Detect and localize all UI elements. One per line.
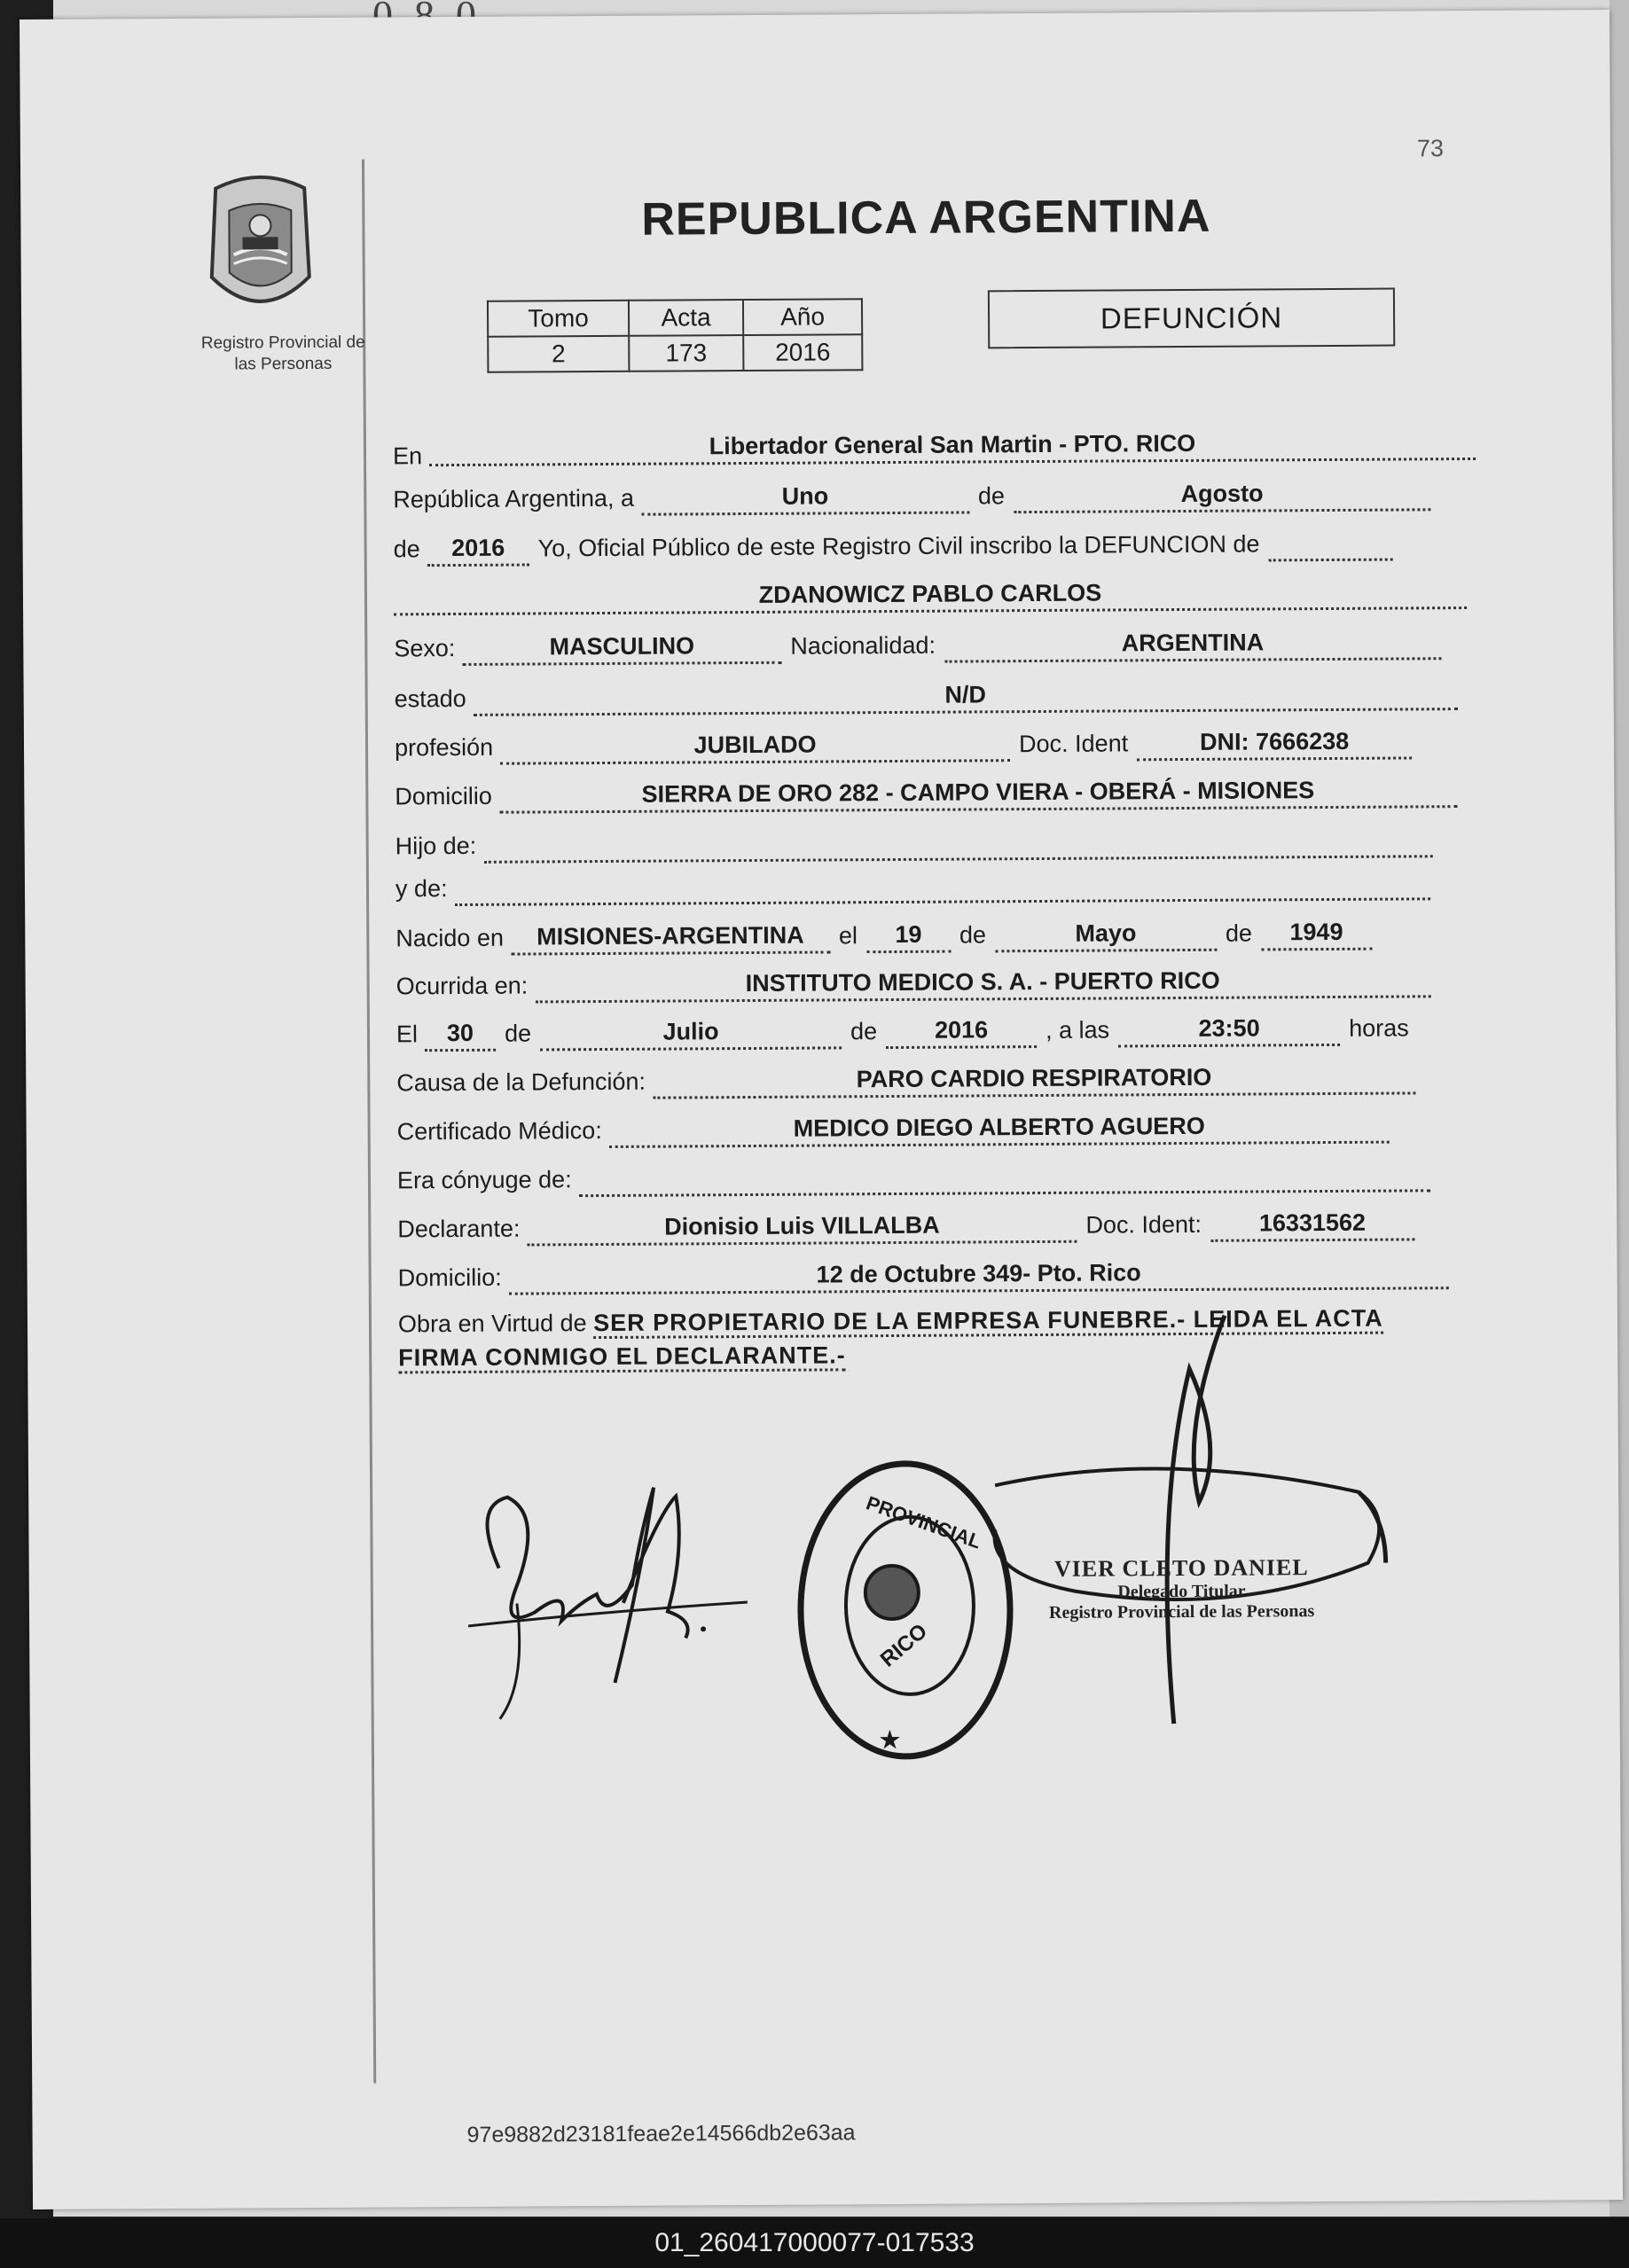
caption-line-2: las Personas <box>234 354 333 374</box>
record-type-box: DEFUNCIÓN <box>988 288 1395 349</box>
profesion-label: profesión <box>394 733 494 762</box>
conyuge-label: Era cónyuge de: <box>396 1166 572 1194</box>
nac-mes-field: Mayo <box>995 919 1217 953</box>
republica-label: República Argentina, a <box>393 484 635 513</box>
row-domicilio <box>395 775 1457 814</box>
nac-anio-field: 1949 <box>1261 918 1372 951</box>
inscribo-blank <box>1268 528 1392 562</box>
death-certificate-page <box>20 10 1623 2209</box>
svg-text:★: ★ <box>879 1725 901 1754</box>
hijo-label: Hijo de: <box>395 832 477 860</box>
folio-number: 73 <box>1416 135 1445 162</box>
yde-label: y de: <box>395 875 448 903</box>
a-las-label: , a las <box>1046 1016 1110 1044</box>
domicilio-field: SIERRA DE ORO 282 - CAMPO VIERA - OBERÁ - MISIONES <box>499 775 1457 814</box>
signatory-name: VIER CLETO DANIEL <box>1053 1554 1309 1582</box>
hijo-field <box>483 825 1432 864</box>
anio-field: 2016 <box>427 534 529 567</box>
row-sexo <box>394 627 1441 666</box>
nacionalidad-field: ARGENTINA <box>944 627 1441 662</box>
doc2-label: Doc. Ident: <box>1085 1210 1202 1239</box>
row-profesion <box>395 726 1412 765</box>
svg-text:RICO: RICO <box>875 1619 932 1672</box>
sexo-field: MASCULINO <box>462 631 781 666</box>
certificate-form <box>392 427 1492 1372</box>
margin-line <box>362 160 376 2084</box>
dia-field: Uno <box>641 481 969 515</box>
hora-field: 23:50 <box>1118 1013 1340 1048</box>
doc-label: Doc. Ident <box>1018 730 1129 758</box>
row-fecha-defuncion <box>396 1013 1418 1052</box>
horas-label: horas <box>1349 1014 1409 1042</box>
causa-field: PARO CARDIO RESPIRATORIO <box>653 1061 1415 1099</box>
svg-text:PROVINCIAL: PROVINCIAL <box>863 1491 984 1553</box>
row-hijo <box>396 825 1433 864</box>
reference-table <box>487 298 863 373</box>
def-dia-field: 30 <box>425 1019 496 1052</box>
nac-de2-label: de <box>1225 919 1253 947</box>
def-de2-label: de <box>850 1018 878 1045</box>
row-domicilio2 <box>398 1256 1449 1295</box>
anio-header: Año <box>743 299 862 335</box>
en-field: Libertador General San Martin - PTO. RICO <box>429 427 1476 466</box>
el2-label: El <box>396 1021 419 1048</box>
doc-field: DNI: 7666238 <box>1137 726 1412 761</box>
nacido-field: MISIONES-ARGENTINA <box>511 920 830 955</box>
mes-field: Agosto <box>1014 478 1430 513</box>
declarant-signature <box>463 1478 757 1746</box>
row-republica <box>393 478 1430 517</box>
en-label: En <box>392 442 423 470</box>
certificado-field: MEDICO DIEGO ALBERTO AGUERO <box>609 1111 1390 1148</box>
profesion-field: JUBILADO <box>500 729 1010 765</box>
row-estado <box>395 677 1458 716</box>
provincia-de-misiones-seal-icon <box>198 170 323 322</box>
signatory-block <box>1049 1554 1315 1623</box>
causa-label: Causa de la Defunción: <box>396 1068 646 1097</box>
official-signature <box>967 1296 1431 1760</box>
row-inscribo <box>394 528 1393 567</box>
nacido-label: Nacido en <box>396 924 505 952</box>
obra-line-1: SER PROPIETARIO DE LA EMPRESA FUNEBRE.- LEIDA EL ACTA <box>593 1305 1383 1339</box>
row-nombre <box>394 576 1467 615</box>
declarante-field: Dionisio Luis VILLALBA <box>527 1210 1077 1247</box>
estado-label: estado <box>394 684 466 713</box>
row-ocurrida <box>396 965 1431 1004</box>
estado-field: N/D <box>474 677 1458 716</box>
nombre-field: ZDANOWICZ PABLO CARLOS <box>394 576 1467 615</box>
anio-value: 2016 <box>743 334 862 371</box>
de-label: de <box>977 482 1006 510</box>
nacionalidad-label: Nacionalidad: <box>790 631 936 660</box>
de2-label: de <box>393 536 420 563</box>
yde-field <box>454 867 1429 906</box>
row-en <box>392 427 1476 470</box>
doc2-field: 16331562 <box>1210 1208 1414 1241</box>
row-yde <box>396 867 1430 906</box>
sexo-label: Sexo: <box>394 635 456 662</box>
row-causa <box>396 1061 1415 1100</box>
row-nacido <box>396 918 1372 957</box>
el-label: el <box>838 922 858 950</box>
caption-line-1: Registro Provincial de <box>200 332 365 353</box>
domicilio-label: Domicilio <box>395 782 492 810</box>
nac-dia-field: 19 <box>866 920 951 954</box>
domicilio2-label: Domicilio: <box>397 1263 502 1292</box>
def-de-label: de <box>504 1020 532 1047</box>
declarante-label: Declarante: <box>397 1215 521 1243</box>
ocurrida-field: INSTITUTO MEDICO S. A. - PUERTO RICO <box>535 965 1430 1003</box>
inscribo-text: Yo, Oficial Público de este Registro Civil inscribo la DEFUNCION de <box>537 530 1260 562</box>
acta-value: 173 <box>629 335 743 371</box>
registry-caption <box>181 332 385 375</box>
obra-line-2: FIRMA CONMIGO EL DECLARANTE.- <box>398 1341 846 1373</box>
obra-label: Obra en Virtud de <box>397 1310 587 1338</box>
document-title: REPUBLICA ARGENTINA <box>641 190 1211 246</box>
signatory-office: Registro Provincial de las Personas <box>1048 1601 1315 1623</box>
nac-de-label: de <box>959 921 987 949</box>
def-anio-field: 2016 <box>886 1015 1037 1049</box>
certificado-label: Certificado Médico: <box>396 1117 602 1146</box>
acta-header: Acta <box>629 300 743 336</box>
def-mes-field: Julio <box>540 1016 842 1051</box>
row-certificado <box>397 1111 1390 1150</box>
scan-id-bar: 01_260417000077-017533 <box>0 2218 1629 2268</box>
row-declarante <box>397 1208 1414 1247</box>
domicilio2-field: 12 de Octubre 349- Pto. Rico <box>509 1256 1449 1294</box>
tomo-header: Tomo <box>488 301 629 337</box>
tomo-value: 2 <box>488 336 629 372</box>
row-conyuge <box>397 1159 1430 1198</box>
conyuge-field <box>579 1159 1430 1197</box>
signatory-role: Delegado Titular <box>1117 1581 1246 1602</box>
ocurrida-label: Ocurrida en: <box>396 972 529 1000</box>
document-hash: 97e9882d23181feae2e14566db2e63aa <box>466 2120 856 2147</box>
